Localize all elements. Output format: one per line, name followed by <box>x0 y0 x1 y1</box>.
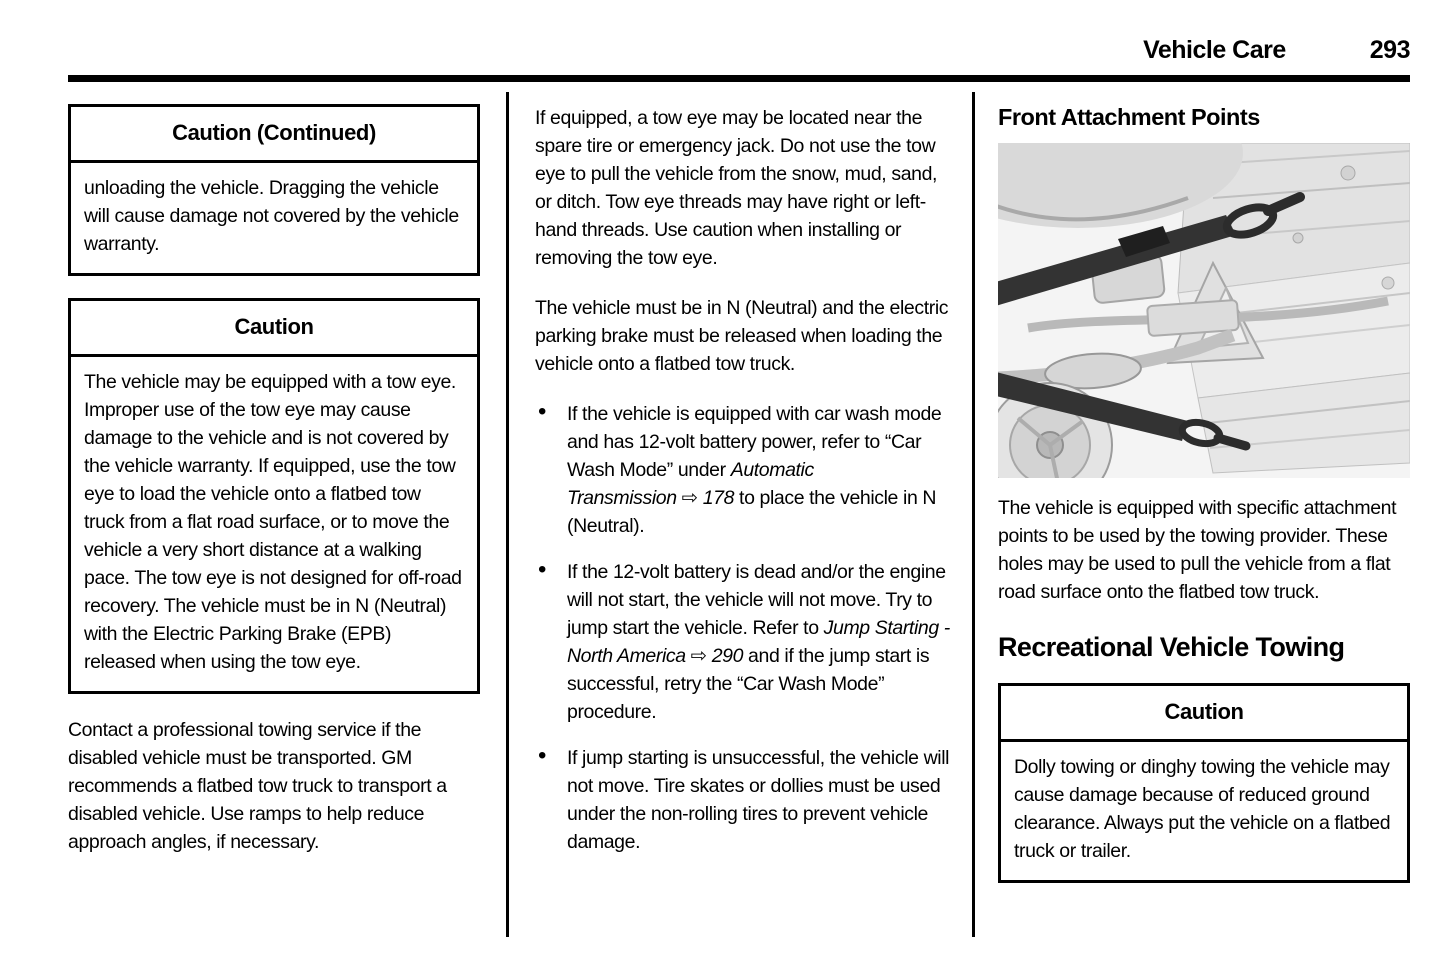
neutral-epb-paragraph: The vehicle must be in N (Neutral) and the electric parking brake must be released when loading the vehicle onto a flatbed tow truck. <box>535 297 949 375</box>
caution-dolly-towing-title: Caution <box>1001 686 1407 742</box>
recreational-vehicle-towing-heading: Recreational Vehicle Towing <box>998 632 1345 662</box>
caution-tow-eye-box <box>68 298 480 694</box>
tow-eye-location-paragraph: If equipped, a tow eye may be located near the spare tire or emergency jack. Do not use the tow eye to pull the vehicle from the snow, mud, sand, or ditch. Tow eye threads may have right or left-hand threads. Use caution when installing or removing the tow eye. <box>535 107 938 269</box>
front-attachment-points-heading: Front Attachment Points <box>998 104 1260 130</box>
list-item: • If jump starting is unsuccessful, the vehicle will not move. Tire skates or dollies must be used under the non-rolling tires to prevent vehicle damage. <box>535 744 950 856</box>
caution-dolly-towing-box <box>998 683 1410 883</box>
towing-service-paragraph: Contact a professional towing service if the disabled vehicle must be transported. GM recommends a flatbed tow truck to transport a disabled vehicle. Use ramps to help reduce approach angles, if necessary. <box>68 719 447 853</box>
column-right <box>998 86 1410 937</box>
list-item: • If the 12-volt battery is dead and/or the engine will not start, the vehicle will not move. Try to jump start the vehicle. Refer to Jump Starting - North America ⇨ 290 and if the jump start is successful, retry the “Car Wash Mode” procedure. <box>535 558 950 726</box>
page-reference-arrow-icon: ⇨ <box>676 487 703 509</box>
caution-continued-title: Caution (Continued) <box>71 107 477 163</box>
column-middle <box>535 86 950 937</box>
attachment-points-paragraph: The vehicle is equipped with specific attachment points to be used by the towing provider. These holes may be used to pull the vehicle from a flat road surface onto the flatbed tow truck. <box>998 497 1397 603</box>
flatbed-loading-list <box>535 400 950 856</box>
section-title: Vehicle Care <box>1143 36 1286 64</box>
column-divider-right <box>972 92 975 937</box>
front-attachment-points-illustration <box>998 143 1410 478</box>
page-number: 293 <box>1369 36 1410 64</box>
column-divider-left <box>506 92 509 937</box>
list-item: • If the vehicle is equipped with car wash mode and has 12-volt battery power, refer to “Car Wash Mode” under Automatic Transmission ⇨ 178 to place the vehicle in N (Neutral). <box>535 400 950 540</box>
header-rule <box>68 75 1410 82</box>
column-left <box>68 86 480 937</box>
undercarriage-illustration <box>998 143 1410 478</box>
caution-tow-eye-body: The vehicle may be equipped with a tow eye. Improper use of the tow eye may cause damage to the vehicle and is not covered by the vehicle warranty. If equipped, use the tow eye to load the vehicle onto a flatbed tow truck from a flat road surface, or to move the vehicle a very short distance at a walking pace. The tow eye is not designed for off-road recovery. The vehicle must be in N (Neutral) with the Electric Parking Brake (EPB) released when using the tow eye. <box>84 371 462 673</box>
page-reference-arrow-icon: ⇨ <box>685 645 712 667</box>
page-content <box>68 86 1410 937</box>
caution-continued-body: unloading the vehicle. Dragging the vehicle will cause damage not covered by the vehicle warranty. <box>84 177 459 255</box>
caution-continued-box <box>68 104 480 276</box>
caution-dolly-towing-body: Dolly towing or dinghy towing the vehicle may cause damage because of reduced ground clearance. Always put the vehicle on a flatbed truck or trailer. <box>1014 756 1391 862</box>
caution-tow-eye-title: Caution <box>71 301 477 357</box>
page-header <box>68 36 1410 65</box>
